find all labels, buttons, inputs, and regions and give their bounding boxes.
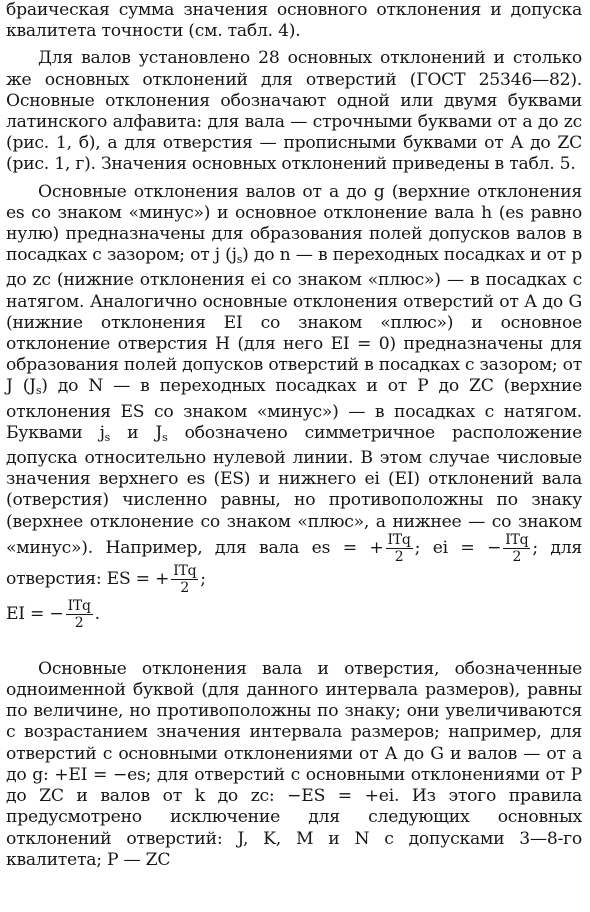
formula-separator-ei: ; ei = − [414,537,502,558]
document-page [6,0,582,871]
paragraph-3-text-c: ) до N — в переходных посадках и от Р до ZC (верхние отклонения ES со знаком «минус») — в посадках с натягом. Буквами j [6,376,582,443]
paragraph-3-text-d: и J [110,422,163,443]
paragraph-3-text-b: ) до n — в переходных посадках и от p до zc (нижние отклонения ei со знаком «плюс») — в посадках с натягом. Аналогично основные отклонения отверстий от А до G (нижние отклонения EI со знаком «плюс») и основное отклонение отверстия Н (для него EI = 0) предназначены для образования полей допусков отверстий в посадках с зазором; от J (J [6,245,582,397]
paragraph-3-text-a: Основные отклонения валов от а до g (верхние отклонения es со знаком «минус») и основное отклонение вала h (es равно нулю) предназначены для образования полей допусков валов в посадках с зазором; от j (j [6,181,582,266]
formula-EI-line [6,595,582,633]
fraction-denominator: 2 [394,548,404,565]
subscript-s: s [162,430,168,444]
fraction-numerator: ITq [173,562,197,579]
formula-EI-label: EI = − [6,603,64,624]
subscript-s: s [236,253,243,267]
fraction-ES [171,564,198,595]
paragraph-1: браическая сумма значения основного отклонения и допуска квалитета точности (см. табл. 4). [6,0,582,42]
formula-EI-end: . [94,603,100,624]
fraction-numerator: ITq [387,531,411,548]
fraction-denominator: 2 [180,579,190,596]
paragraph-3-text-e: обозначено симметричное расположение допуска относительно нулевой линии. В этом случае числовые значения верхнего es (ES) и нижнего ei (EI) отклонений вала (отверстия) численно равны, но противоположны по знаку (верхнее отклонение со знаком «плюс», а нижнее — со знаком «минус»). Например, для вала es = + [6,422,582,558]
paragraph-3 [6,182,582,595]
formula-separator-ES: ; для отверстия: ES = + [6,537,582,589]
fraction-ei [503,533,530,564]
fraction-denominator: 2 [74,614,84,631]
subscript-s: s [35,384,42,398]
subscript-s: s [104,430,111,444]
formula-separator-end: ; [200,568,206,589]
fraction-EI [66,599,93,630]
paragraph-2: Для валов установлено 28 основных отклонений и столько же основных отклонений для отверстий (ГОСТ 25346—82). Основные отклонения обозначают одной или двумя буквами латинского алфавита: для вала — строчными буквами от а до zc (рис. 1, б), а для отверстия — прописными буквами от А до ZC (рис. 1, г). Значения основных отклонений приведены в табл. 5. [6,48,582,175]
fraction-numerator: ITq [67,597,91,614]
fraction-numerator: ITq [505,531,529,548]
fraction-es [386,533,413,564]
fraction-denominator: 2 [512,548,522,565]
paragraph-4: Основные отклонения вала и отверстия, обозначенные одноименной буквой (для данного интервала размеров), равны по величине, но противоположны по знаку; они увеличиваются с возрастанием значения интервала размеров; например, для отверстий с основными отклонениями от А до G и валов — от а до g: +EI = −es; для отверстий с основными отклонениями от Р до ZC и валов от k до zc: −ES = +ei. Из этого правила предусмотрено исключение для следующих основных отклонений отверстий: J, K, М и N с допусками 3—8-го квалитета; Р — ZC [6,658,582,870]
